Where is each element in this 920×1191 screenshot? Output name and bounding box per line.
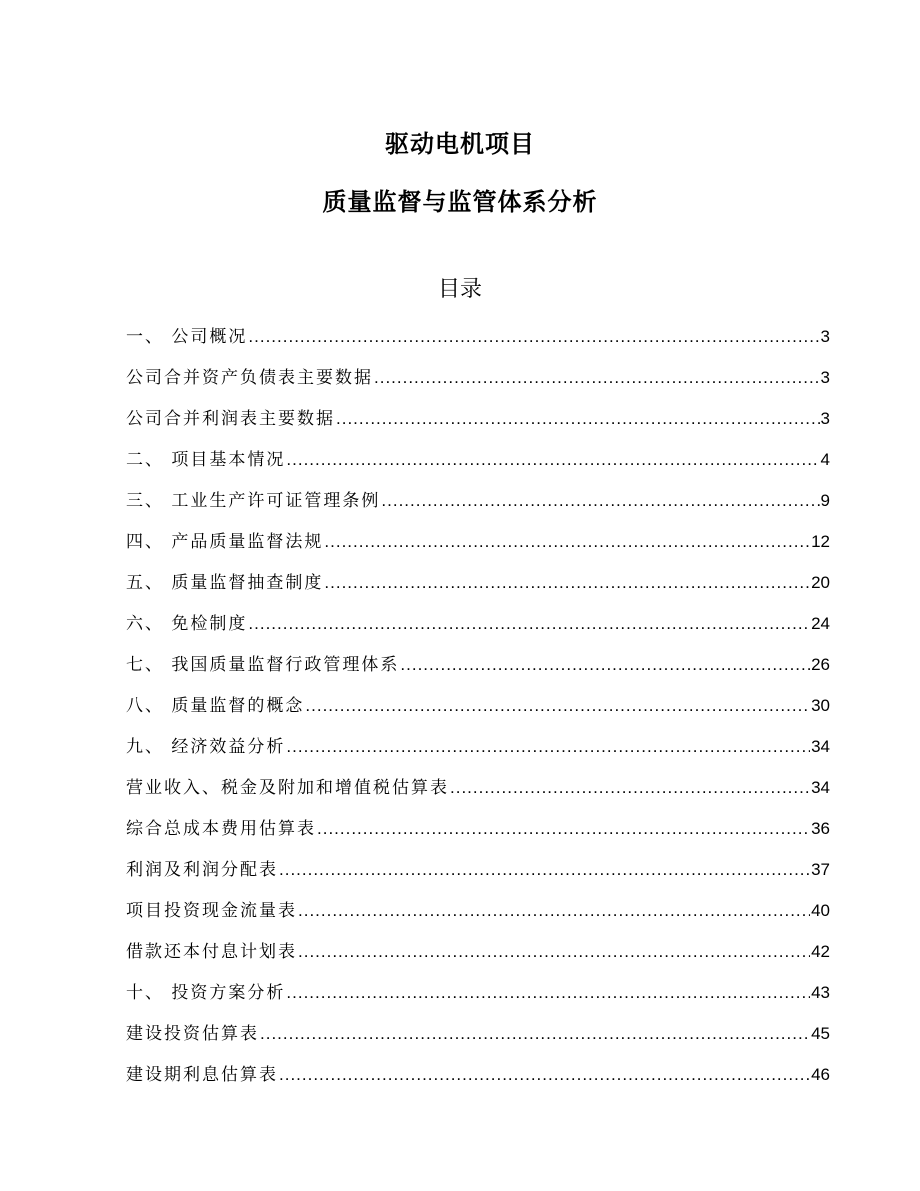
toc-leader-dots (336, 409, 820, 429)
toc-entry-title: 七、 我国质量监督行政管理体系 (126, 655, 400, 675)
toc-entry-title: 项目投资现金流量表 (126, 901, 297, 921)
toc-entry-page: 45 (811, 1024, 830, 1043)
toc-leader-dots (248, 614, 810, 634)
toc-entry-page: 4 (820, 450, 830, 469)
document-title: 驱动电机项目 (385, 130, 535, 158)
toc-entry-title: 三、 工业生产许可证管理条例 (126, 491, 381, 511)
toc-entry-title: 六、 免检制度 (126, 614, 248, 634)
toc-entry-page: 26 (811, 655, 830, 674)
toc-leader-dots (324, 532, 810, 552)
toc-entry[interactable] (126, 896, 830, 937)
toc-entry-page: 43 (811, 983, 830, 1002)
toc-entry-page: 24 (811, 614, 830, 633)
toc-entry[interactable] (126, 773, 830, 814)
toc-entry[interactable] (126, 1060, 830, 1101)
toc-entry-page: 40 (811, 901, 830, 920)
toc-leader-dots (298, 942, 810, 962)
toc-entry-page: 34 (811, 737, 830, 756)
toc-leader-dots (298, 901, 810, 921)
toc-entry[interactable] (126, 527, 830, 568)
toc-entry-title: 五、 质量监督抽查制度 (126, 573, 324, 593)
toc-leader-dots (286, 983, 810, 1003)
toc-entry-page: 9 (820, 491, 830, 510)
toc-entry-page: 30 (811, 696, 830, 715)
toc-entry-page: 46 (811, 1065, 830, 1084)
toc-leader-dots (305, 696, 810, 716)
toc-entry[interactable] (126, 486, 830, 527)
toc-entry-title: 营业收入、税金及附加和增值税估算表 (126, 778, 449, 798)
toc-leader-dots (450, 778, 810, 798)
toc-entry-title: 八、 质量监督的概念 (126, 696, 305, 716)
toc-entry[interactable] (126, 404, 830, 445)
toc-entry-title: 四、 产品质量监督法规 (126, 532, 324, 552)
toc-entry-title: 公司合并利润表主要数据 (126, 409, 335, 429)
toc-entry-title: 建设投资估算表 (126, 1024, 259, 1044)
toc-entry-page: 20 (811, 573, 830, 592)
toc-entry-page: 37 (811, 860, 830, 879)
toc-entry-title: 利润及利润分配表 (126, 860, 278, 880)
table-of-contents (126, 322, 830, 1101)
toc-entry[interactable] (126, 1019, 830, 1060)
toc-entry-title: 二、 项目基本情况 (126, 450, 286, 470)
toc-entry-page: 12 (811, 532, 830, 551)
toc-entry[interactable] (126, 363, 830, 404)
toc-entry[interactable] (126, 322, 830, 363)
toc-entry-title: 十、 投资方案分析 (126, 983, 286, 1003)
toc-entry-page: 3 (820, 327, 830, 346)
toc-leader-dots (317, 819, 810, 839)
toc-entry[interactable] (126, 937, 830, 978)
toc-leader-dots (374, 368, 820, 388)
toc-entry-page: 42 (811, 942, 830, 961)
toc-entry[interactable] (126, 445, 830, 486)
toc-leader-dots (381, 491, 819, 511)
toc-entry[interactable] (126, 814, 830, 855)
toc-leader-dots (260, 1024, 810, 1044)
toc-entry[interactable] (126, 609, 830, 650)
toc-entry-page: 3 (820, 409, 830, 428)
toc-entry-page: 36 (811, 819, 830, 838)
toc-entry-title: 公司合并资产负债表主要数据 (126, 368, 373, 388)
toc-leader-dots (248, 327, 819, 347)
toc-entry[interactable] (126, 691, 830, 732)
toc-leader-dots (286, 450, 819, 470)
toc-leader-dots (400, 655, 810, 675)
toc-entry-title: 借款还本付息计划表 (126, 942, 297, 962)
toc-leader-dots (279, 860, 810, 880)
toc-leader-dots (286, 737, 810, 757)
toc-entry[interactable] (126, 650, 830, 691)
toc-entry-title: 建设期利息估算表 (126, 1065, 278, 1085)
toc-entry[interactable] (126, 732, 830, 773)
toc-entry[interactable] (126, 978, 830, 1019)
toc-entry-page: 3 (820, 368, 830, 387)
toc-entry-page: 34 (811, 778, 830, 797)
toc-leader-dots (324, 573, 810, 593)
toc-entry[interactable] (126, 568, 830, 609)
toc-entry-title: 一、 公司概况 (126, 327, 248, 347)
toc-entry[interactable] (126, 855, 830, 896)
toc-entry-title: 九、 经济效益分析 (126, 737, 286, 757)
toc-heading: 目录 (437, 277, 482, 302)
toc-leader-dots (279, 1065, 810, 1085)
document-subtitle: 质量监督与监管体系分析 (322, 188, 598, 216)
toc-entry-title: 综合总成本费用估算表 (126, 819, 316, 839)
